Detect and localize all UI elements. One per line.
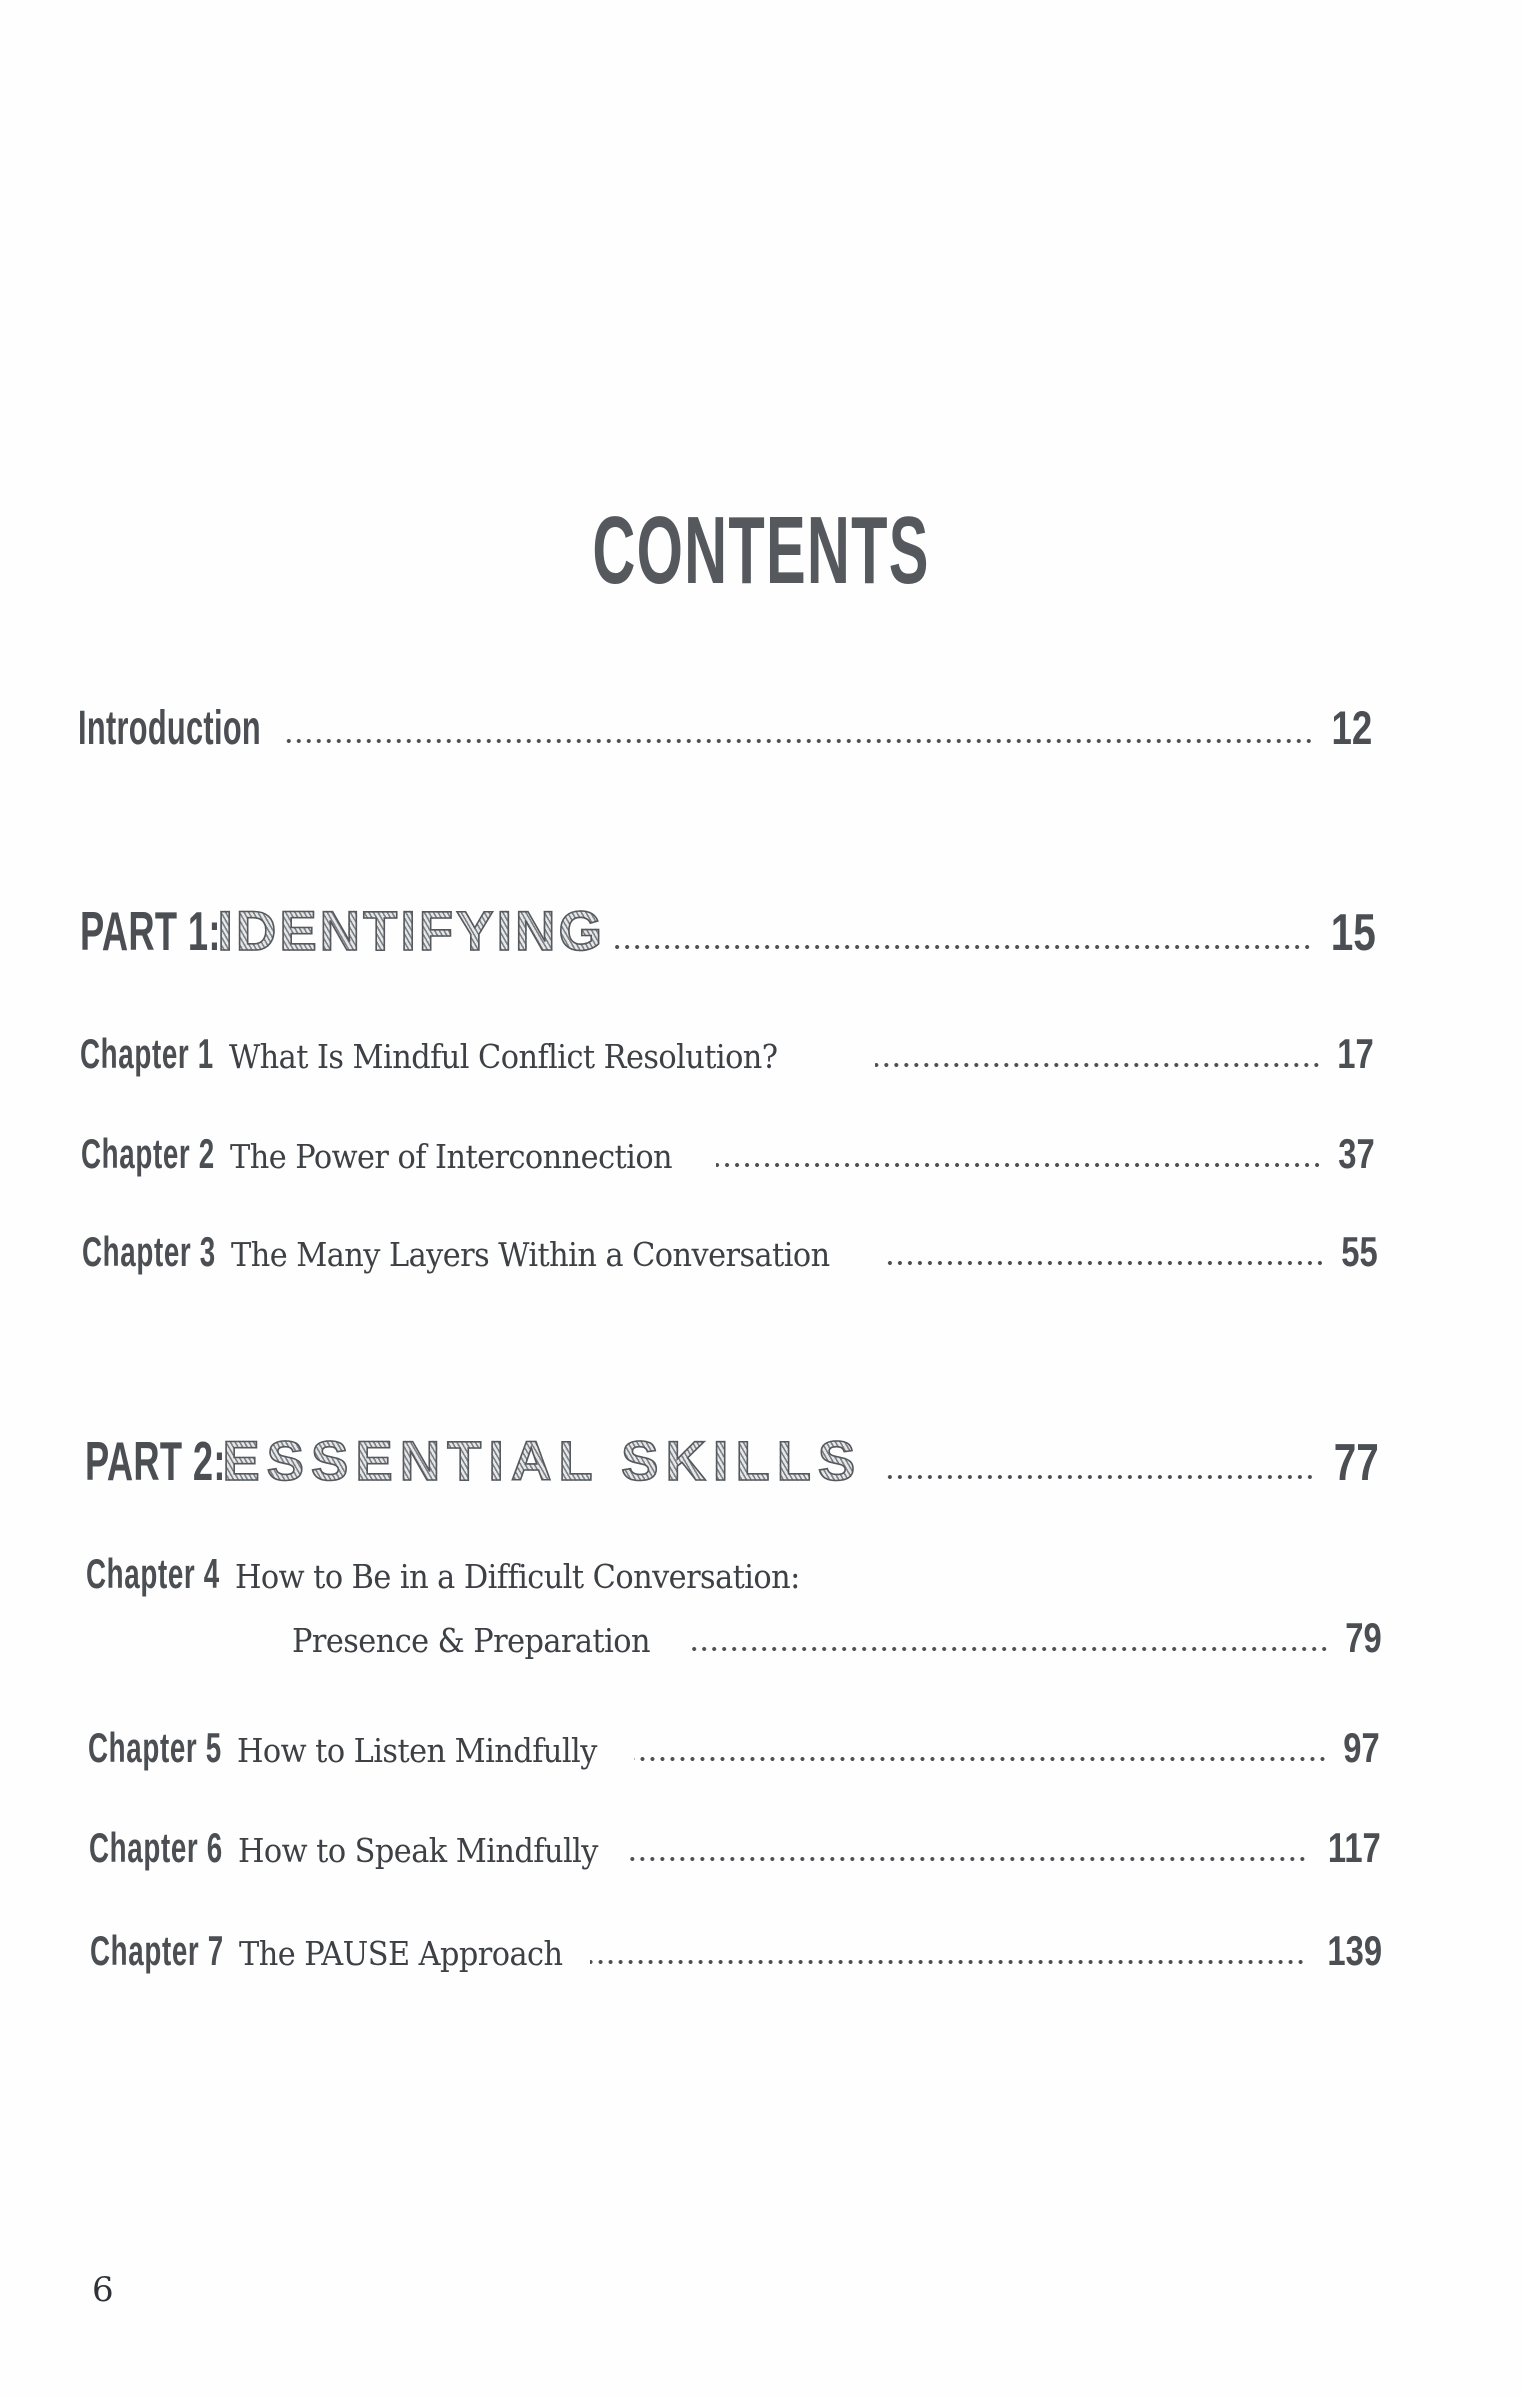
toc-page-number: 37 bbox=[1338, 1130, 1375, 1177]
toc-page-number: 77 bbox=[1333, 1434, 1379, 1492]
toc-chapter-4-continued[interactable] bbox=[292, 1614, 1382, 1666]
part-title: ESSENTIAL SKILLS bbox=[222, 1429, 863, 1492]
toc-page-number: 15 bbox=[1330, 904, 1376, 962]
toc-page-number: 55 bbox=[1341, 1228, 1378, 1275]
dot-leader bbox=[882, 1474, 1315, 1480]
dot-leader bbox=[716, 1162, 1322, 1168]
toc-entry-label: Introduction bbox=[78, 702, 261, 755]
toc-chapter-5[interactable] bbox=[88, 1724, 1380, 1776]
dot-leader bbox=[629, 1856, 1307, 1862]
chapter-label: Chapter 5 bbox=[88, 1724, 222, 1771]
dot-leader bbox=[687, 1646, 1329, 1652]
chapter-label: Chapter 7 bbox=[90, 1927, 224, 1974]
toc-chapter-1[interactable] bbox=[80, 1030, 1374, 1082]
chapter-title: The Power of Interconnection bbox=[229, 1137, 672, 1176]
toc-part-1[interactable] bbox=[80, 898, 1376, 962]
toc-part-2[interactable] bbox=[85, 1428, 1379, 1492]
toc-page-number: 79 bbox=[1345, 1614, 1382, 1661]
page-title: CONTENTS bbox=[592, 497, 930, 604]
chapter-title: The PAUSE Approach bbox=[238, 1934, 563, 1973]
part-label: PART 2: bbox=[85, 1430, 226, 1492]
toc-chapter-2[interactable] bbox=[81, 1130, 1375, 1182]
chapter-label: Chapter 4 bbox=[86, 1550, 220, 1597]
chapter-title: What Is Mindful Conflict Resolution? bbox=[228, 1037, 778, 1076]
dot-leader bbox=[887, 1260, 1325, 1266]
dot-leader bbox=[284, 738, 1314, 744]
toc-chapter-3[interactable] bbox=[82, 1228, 1378, 1280]
chapter-label: Chapter 6 bbox=[89, 1824, 223, 1871]
part-title: IDENTIFYING bbox=[217, 899, 606, 962]
dot-leader bbox=[875, 1062, 1321, 1068]
contents-heading bbox=[0, 497, 1522, 604]
chapter-title: How to Listen Mindfully bbox=[236, 1731, 597, 1770]
toc-page-number: 97 bbox=[1343, 1724, 1380, 1771]
toc-page-number: 17 bbox=[1337, 1030, 1374, 1077]
toc-entry-introduction[interactable] bbox=[78, 700, 1372, 755]
chapter-title: How to Speak Mindfully bbox=[237, 1831, 598, 1870]
toc-page-number: 117 bbox=[1328, 1824, 1381, 1871]
toc-page-number: 12 bbox=[1331, 701, 1372, 754]
chapter-label: Chapter 3 bbox=[82, 1228, 216, 1275]
chapter-label: Chapter 2 bbox=[81, 1130, 215, 1177]
toc-chapter-4[interactable] bbox=[86, 1550, 1382, 1602]
dot-leader bbox=[611, 944, 1312, 950]
dot-leader bbox=[590, 1959, 1306, 1965]
toc-chapter-6[interactable] bbox=[89, 1824, 1381, 1876]
chapter-title-line-2: Presence & Preparation bbox=[292, 1621, 650, 1660]
chapter-label: Chapter 1 bbox=[80, 1030, 214, 1077]
dot-leader bbox=[634, 1756, 1327, 1762]
part-label: PART 1: bbox=[80, 900, 221, 962]
toc-page-number: 139 bbox=[1327, 1927, 1382, 1974]
toc-chapter-7[interactable] bbox=[90, 1927, 1382, 1979]
chapter-title: The Many Layers Within a Conversation bbox=[230, 1235, 830, 1274]
chapter-title: How to Be in a Difficult Conversation: bbox=[234, 1557, 800, 1596]
page-number: 6 bbox=[92, 2270, 114, 2310]
